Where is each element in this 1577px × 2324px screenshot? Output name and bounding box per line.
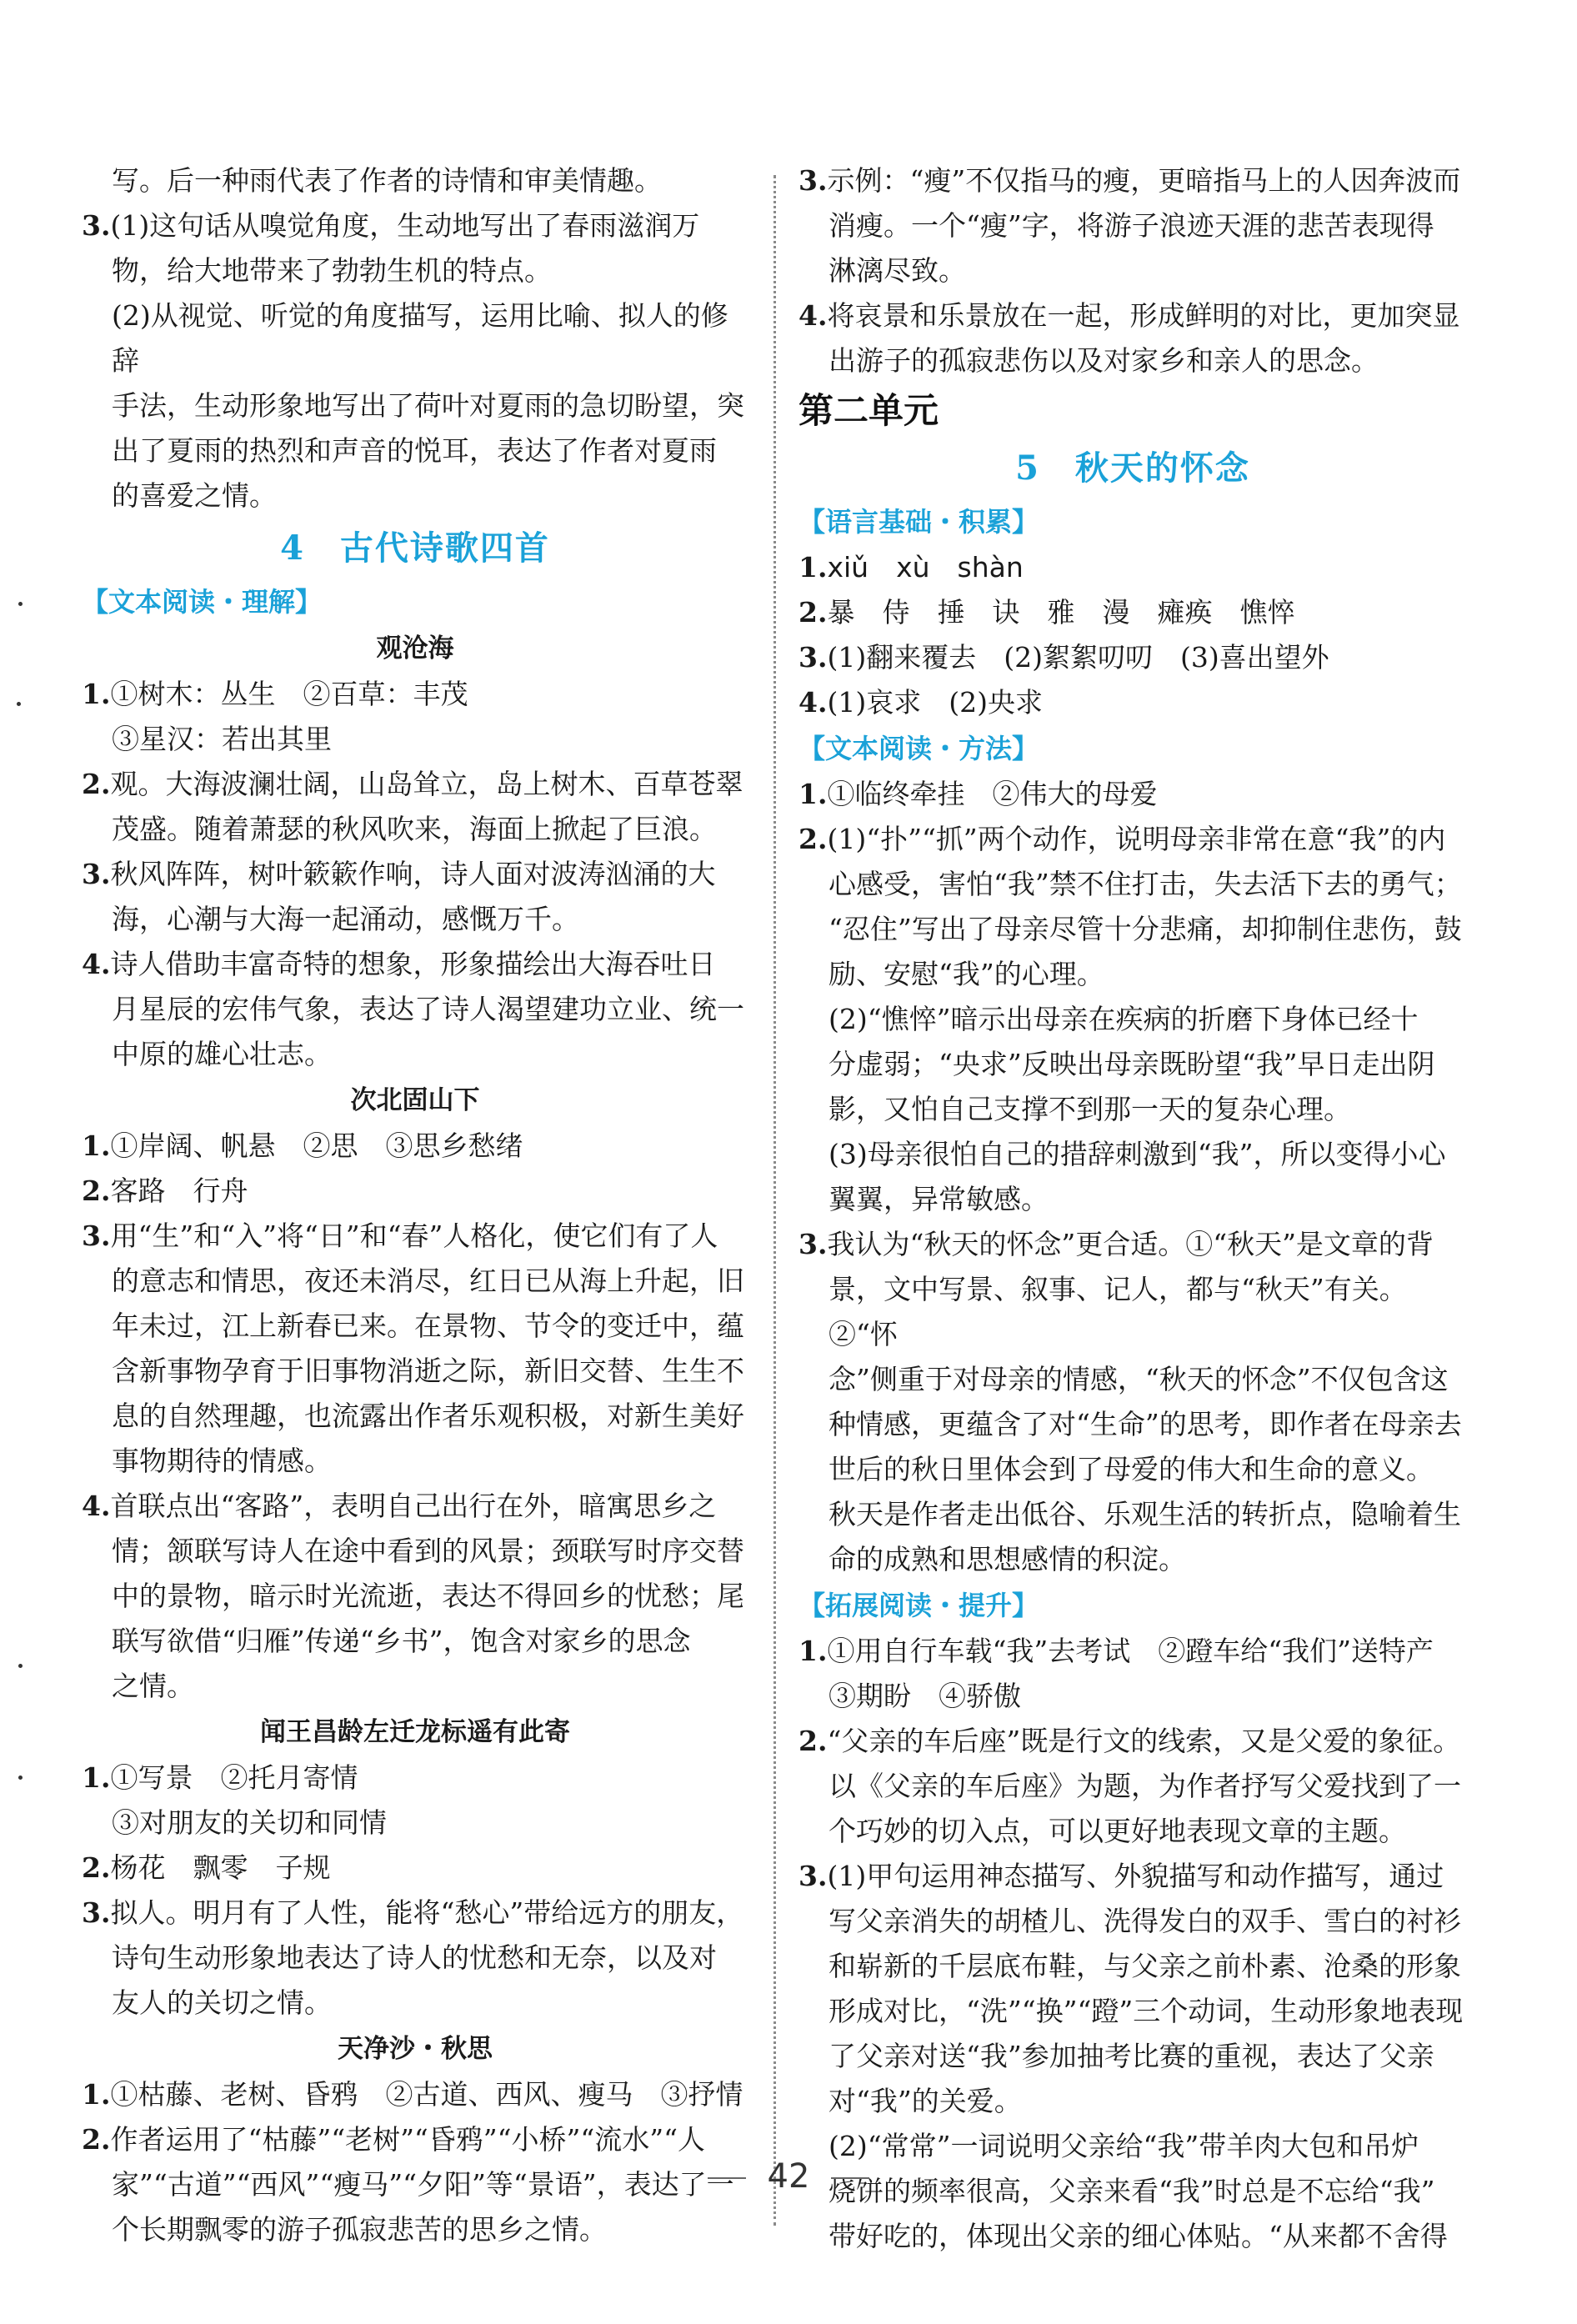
- answer-line: (2)从视觉、听觉的角度描写，运用比喻、拟人的修辞: [112, 299, 728, 377]
- item-number: 2.: [799, 596, 828, 629]
- item-number: 1.: [82, 1761, 111, 1794]
- answer-line: 命的成熟和思想感情的积淀。: [829, 1543, 1186, 1575]
- answer-item: [799, 817, 1467, 862]
- item-number: 3.: [799, 1860, 828, 1892]
- answer-line: 消瘦。一个“瘦”字，将游子浪迹天涯的悲苦表现得: [829, 209, 1434, 242]
- item-number: 1.: [799, 1635, 828, 1667]
- answer-item: [799, 590, 1467, 635]
- item-number: 3.: [799, 164, 828, 197]
- answer-line: 年未过，江上新春已来。在景物、节令的变迁中，蕴: [112, 1310, 744, 1342]
- margin-dot: [18, 1664, 23, 1668]
- section-tag-wenben-fangfa: 【文本阅读・方法】: [799, 733, 1039, 764]
- answer-line: (2)“常常”一词说明父亲给“我”带羊肉大包和吊炉: [829, 2130, 1419, 2162]
- answer-line: 形成对比，“洗”“换”“蹬”三个动词，生动形象地表现: [829, 1995, 1464, 2027]
- lesson-4-title: 4 古代诗歌四首: [280, 528, 550, 568]
- answer-line: 个长期飘零的游子孤寂悲苦的思乡之情。: [112, 2213, 607, 2246]
- answer-item: [82, 2117, 748, 2162]
- margin-dot: [18, 1776, 23, 1780]
- answer-line: 联写欲借“归雁”传递“乡书”，饱含对家乡的思念: [112, 1625, 691, 1657]
- answer-line: 影，又怕自己支撑不到那一天的复杂心理。: [829, 1093, 1351, 1125]
- answer-text: 观。大海波澜壮阔，山岛耸立，岛上树木、百草苍翠: [110, 768, 743, 800]
- answer-line: 的喜爱之情。: [112, 479, 277, 512]
- answer-line: ③对朋友的关切和同情: [112, 1806, 387, 1839]
- answer-line: 手法，生动形象地写出了荷叶对夏雨的急切盼望，突: [112, 389, 744, 422]
- item-number: 3.: [82, 209, 111, 242]
- page-footer: [0, 2157, 1577, 2196]
- pinyin-answer: xiǔ xù shàn: [827, 551, 1024, 584]
- answer-text: 示例：“瘦”不仅指马的瘦，更暗指马上的人因奔波而: [827, 164, 1461, 197]
- item-number: 1.: [82, 1129, 111, 1162]
- answer-line: 念”侧重于对母亲的情感，“秋天的怀念”不仅包含这: [829, 1363, 1449, 1395]
- answer-item: [82, 1846, 748, 1891]
- answer-item: [82, 2072, 748, 2117]
- item-number: 3.: [82, 858, 111, 890]
- answer-line: 物，给大地带来了勃勃生机的特点。: [112, 254, 552, 287]
- answer-line: 秋天是作者走出低谷、乐观生活的转折点，隐喻着生: [829, 1498, 1461, 1530]
- answer-text: 客路 行舟: [110, 1175, 248, 1207]
- answer-item: [82, 1124, 748, 1169]
- answer-text: ①临终牵挂 ②伟大的母爱: [827, 778, 1158, 810]
- answer-text: ①树木：丛生 ②百草：丰茂: [110, 678, 468, 710]
- right-column: [799, 158, 1467, 2259]
- item-number: 3.: [82, 1220, 111, 1252]
- q3-line: [82, 203, 748, 248]
- footer-dash-right: [831, 2177, 869, 2179]
- poem-title-cibeigushanxia: 次北固山下: [350, 1085, 480, 1115]
- page-number: 42: [767, 2157, 810, 2196]
- answer-text: “父亲的车后座”既是行文的线索，又是父爱的象征。: [827, 1725, 1461, 1757]
- item-number: 2.: [799, 823, 828, 855]
- item-number: 1.: [82, 2078, 111, 2111]
- answer-item: [82, 942, 748, 987]
- answer-item: [82, 1214, 748, 1259]
- answer-line: 事物期待的情感。: [112, 1445, 332, 1477]
- answer-line: 友人的关切之情。: [112, 1986, 332, 2019]
- answer-line: 家”“古道”“西风”“瘦马”“夕阳”等“景语”，表达了一: [112, 2168, 734, 2201]
- unit-title: 第二单元: [799, 390, 939, 431]
- answer-line: 个巧妙的切入点，可以更好地表现文章的主题。: [829, 1815, 1406, 1847]
- answer-line: 含新事物孕育于旧事物消逝之际，新旧交替、生生不: [112, 1355, 744, 1387]
- answer-line: 出了夏雨的热烈和声音的悦耳，表达了作者对夏雨: [112, 434, 717, 467]
- answer-line: 诗句生动形象地表达了诗人的忧愁和无奈，以及对: [112, 1941, 717, 1974]
- answer-line: 了父亲对送“我”参加抽考比赛的重视，表达了父亲: [829, 2040, 1434, 2072]
- answer-text: 拟人。明月有了人性，能将“愁心”带给远方的朋友，: [110, 1896, 744, 1929]
- answer-text: 秋风阵阵，树叶簌簌作响，诗人面对波涛汹涌的大: [110, 858, 716, 890]
- item-number: 1.: [799, 551, 828, 584]
- answer-line: 月星辰的宏伟气象，表达了诗人渴望建功立业、统一: [112, 993, 744, 1025]
- answer-text: 杨花 飘零 子规: [110, 1851, 331, 1884]
- item-number: 3.: [799, 641, 828, 674]
- poem-title-wenwangchangling: 闻王昌龄左迁龙标遥有此寄: [260, 1717, 570, 1747]
- answer-line: ③星汉：若出其里: [112, 723, 332, 755]
- answer-item: [799, 1854, 1467, 1899]
- answer-line: 心感受，害怕“我”禁不住打击，失去活下去的勇气；: [829, 868, 1462, 900]
- answer-line: 烧饼的频率很高，父亲来看“我”时总是不忘给“我”: [829, 2175, 1435, 2207]
- answer-text: ①岸阔、帆悬 ②思 ③思乡愁绪: [110, 1129, 523, 1162]
- answer-line: 中的景物，暗示时光流逝，表达不得回乡的忧愁；尾: [112, 1580, 744, 1612]
- item-number: 3.: [82, 1896, 111, 1929]
- answer-text: ①枯藤、老树、昏鸦 ②古道、西风、瘦马 ③抒情: [110, 2078, 743, 2111]
- item-number: 2.: [82, 1175, 111, 1207]
- margin-dot: [17, 702, 21, 706]
- answer-item: [799, 293, 1467, 338]
- answer-item: [799, 545, 1467, 590]
- answer-line: ③期盼 ④骄傲: [829, 1680, 1021, 1712]
- answer-line: 和崭新的千层底布鞋，与父亲之前朴素、沧桑的形象: [829, 1950, 1461, 1982]
- answer-item: [799, 158, 1467, 203]
- answer-line: 励、安慰“我”的心理。: [829, 958, 1104, 990]
- answer-line: “忍住”写出了母亲尽管十分悲痛，却抑制住悲伤，鼓: [829, 913, 1462, 945]
- answer-line: 翼翼，异常敏感。: [829, 1183, 1049, 1215]
- answer-line: 的意志和情思，夜还未消尽，红日已从海上升起，旧: [112, 1265, 744, 1297]
- left-column: [82, 158, 748, 2252]
- answer-item: [82, 1484, 748, 1529]
- answer-text: (1)甲句运用神态描写、外貌描写和动作描写，通过: [827, 1860, 1444, 1892]
- item-number: 2.: [799, 1725, 828, 1757]
- answer-line: 世后的秋日里体会到了母爱的伟大和生命的意义。: [829, 1453, 1434, 1485]
- column-divider: [773, 175, 776, 2226]
- answer-line: (2)“憔悴”暗示出母亲在疾病的折磨下身体已经十: [829, 1003, 1419, 1035]
- item-number: 3.: [799, 1228, 828, 1260]
- answer-item: [82, 1756, 748, 1801]
- poem-title-guancanghai: 观沧海: [376, 634, 454, 664]
- answer-text: (1)这句话从嗅觉角度，生动地写出了春雨滋润万: [110, 209, 700, 242]
- item-number: 2.: [82, 768, 111, 800]
- answer-item: [82, 1169, 748, 1214]
- answer-line: 息的自然理趣，也流露出作者乐观积极，对新生美好: [112, 1400, 744, 1432]
- answer-text: (1)哀求 (2)央求: [827, 686, 1043, 719]
- answer-item: [799, 772, 1467, 817]
- answer-line: 以《父亲的车后座》为题，为作者抒写父爱找到了一: [829, 1770, 1461, 1802]
- item-number: 4.: [82, 948, 111, 980]
- answer-text: 用“生”和“入”将“日”和“春”人格化，使它们有了人: [110, 1220, 718, 1252]
- answer-line: 中原的雄心壮志。: [112, 1038, 332, 1070]
- answer-text: 暴 侍 捶 诀 雅 漫 瘫痪 憔悴: [827, 596, 1295, 629]
- item-number: 2.: [82, 1851, 111, 1884]
- answer-text: (1)“扑”“抓”两个动作，说明母亲非常在意“我”的内: [827, 823, 1446, 855]
- item-number: 4.: [82, 1490, 111, 1522]
- item-number: 4.: [799, 686, 828, 719]
- intro-line: 写。后一种雨代表了作者的诗情和审美情趣。: [112, 164, 662, 197]
- answer-line: 种情感，更蕴含了对“生命”的思考，即作者在母亲去: [829, 1408, 1462, 1440]
- item-number: 1.: [799, 778, 828, 810]
- section-tag-yuyan-jichu: 【语言基础・积累】: [799, 506, 1039, 538]
- answer-line: 之情。: [112, 1670, 194, 1702]
- section-tag-tuozhan: 【拓展阅读・提升】: [799, 1590, 1039, 1621]
- section-tag-wenben-lijie: 【文本阅读・理解】: [82, 586, 323, 618]
- answer-line: 对“我”的关爱。: [829, 2085, 1022, 2117]
- answer-line: 分虚弱；“央求”反映出母亲既盼望“我”早日走出阴: [829, 1048, 1435, 1080]
- answer-line: (3)母亲很怕自己的措辞刺激到“我”，所以变得小心: [829, 1138, 1446, 1170]
- answer-text: 诗人借助丰富奇特的想象，形象描绘出大海吞吐日: [110, 948, 716, 980]
- answer-item: [82, 672, 748, 717]
- item-number: 2.: [82, 2123, 111, 2156]
- answer-text: 首联点出“客路”，表明自己出行在外，暗寓思乡之: [110, 1490, 717, 1522]
- answer-line: 茂盛。随着萧瑟的秋风吹来，海面上掀起了巨浪。: [112, 813, 717, 845]
- answer-item: [799, 1629, 1467, 1674]
- answer-item: [799, 1719, 1467, 1764]
- answer-text: ①写景 ②托月寄情: [110, 1761, 358, 1794]
- poem-title-tianjingsha: 天净沙・秋思: [338, 2034, 493, 2064]
- answer-text: 我认为“秋天的怀念”更合适。①“秋天”是文章的背: [827, 1228, 1434, 1260]
- lesson-5-title: 5 秋天的怀念: [1015, 448, 1250, 488]
- answer-item: [82, 762, 748, 807]
- answer-line: 海，心潮与大海一起涌动，感慨万千。: [112, 903, 579, 935]
- answer-line: 景，文中写景、叙事、记人，都与“秋天”有关。②“怀: [829, 1273, 1407, 1350]
- answer-line: 情；颔联写诗人在途中看到的风景；颈联写时序交替: [112, 1535, 744, 1567]
- answer-line: 淋漓尽致。: [829, 254, 966, 287]
- answer-item: [799, 680, 1467, 725]
- footer-dash-left: [708, 2177, 746, 2179]
- item-number: 4.: [799, 299, 828, 332]
- answer-item: [799, 635, 1467, 680]
- answer-line: 写父亲消失的胡楂儿、洗得发白的双手、雪白的衬衫: [829, 1905, 1461, 1937]
- answer-text: ①用自行车载“我”去考试 ②蹬车给“我们”送特产: [827, 1635, 1434, 1667]
- answer-item: [799, 1222, 1467, 1267]
- answer-line: 带好吃的，体现出父亲的细心体贴。“从来都不舍得: [829, 2220, 1448, 2252]
- margin-dot: [18, 602, 23, 606]
- answer-item: [82, 852, 748, 897]
- answer-text: (1)翻来覆去 (2)絮絮叨叨 (3)喜出望外: [827, 641, 1329, 674]
- answer-line: 出游子的孤寂悲伤以及对家乡和亲人的思念。: [829, 344, 1379, 377]
- item-number: 1.: [82, 678, 111, 710]
- answer-item: [82, 1891, 748, 1936]
- answer-text: 作者运用了“枯藤”“老树”“昏鸦”“小桥”“流水”“人: [110, 2123, 706, 2156]
- answer-text: 将哀景和乐景放在一起，形成鲜明的对比，更加突显: [827, 299, 1460, 332]
